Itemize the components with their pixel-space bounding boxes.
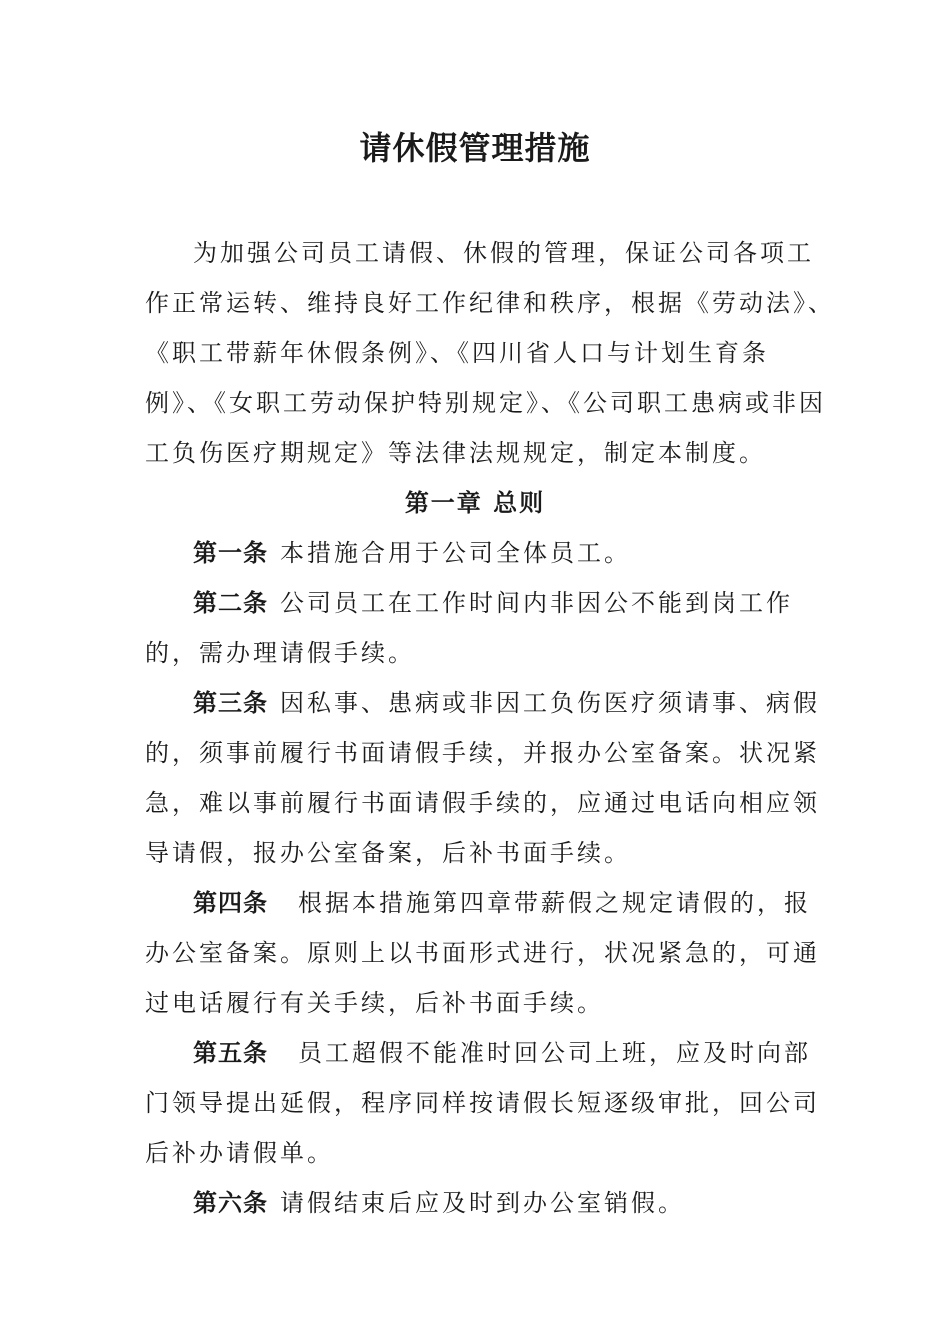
article-5 <box>145 1028 835 1178</box>
article-3-label: 第三条 <box>193 689 268 717</box>
article-4-label: 第四条 <box>193 889 268 917</box>
article-4-text: 根据本措施第四章带薪假之规定请假的，报办公室备案。原则上以书面形式进行，状况紧急的，可通过电话履行有关手续，后补书面手续。 <box>145 889 820 1017</box>
intro-paragraph: 为加强公司员工请假、休假的管理，保证公司各项工作正常运转、维持良好工作纪律和秩序，根据《劳动法》、《职工带薪年休假条例》、《四川省人口与计划生育条例》、《女职工劳动保护特别规定》、《公司职工患病或非因工负伤医疗期规定》等法律法规规定，制定本制度。 <box>145 239 835 467</box>
chapter-heading: 第一章 总则 <box>404 489 546 517</box>
article-1 <box>145 528 835 578</box>
article-1-label: 第一条 <box>193 539 268 567</box>
article-1-text: 本措施合用于公司全体员工。 <box>280 539 631 567</box>
article-4 <box>145 878 835 1028</box>
article-3 <box>145 678 835 878</box>
article-2-text: 公司员工在工作时间内非因公不能到岗工作的，需办理请假手续。 <box>145 589 793 667</box>
article-6-text: 请假结束后应及时到办公室销假。 <box>280 1189 685 1217</box>
article-6-label: 第六条 <box>193 1189 268 1217</box>
article-5-label: 第五条 <box>193 1039 268 1067</box>
article-2 <box>145 578 835 678</box>
article-3-text: 因私事、患病或非因工负伤医疗须请事、病假的，须事前履行书面请假手续，并报办公室备案。状况紧急，难以事前履行书面请假手续的，应通过电话向相应领导请假，报办公室备案，后补书面手续。 <box>145 689 820 867</box>
document-body <box>145 228 835 1228</box>
document-title: 请休假管理措施 <box>359 129 591 167</box>
article-2-label: 第二条 <box>193 589 268 617</box>
article-6 <box>145 1178 835 1228</box>
article-5-text: 员工超假不能准时回公司上班，应及时向部门领导提出延假，程序同样按请假长短逐级审批，回公司后补办请假单。 <box>145 1039 820 1167</box>
